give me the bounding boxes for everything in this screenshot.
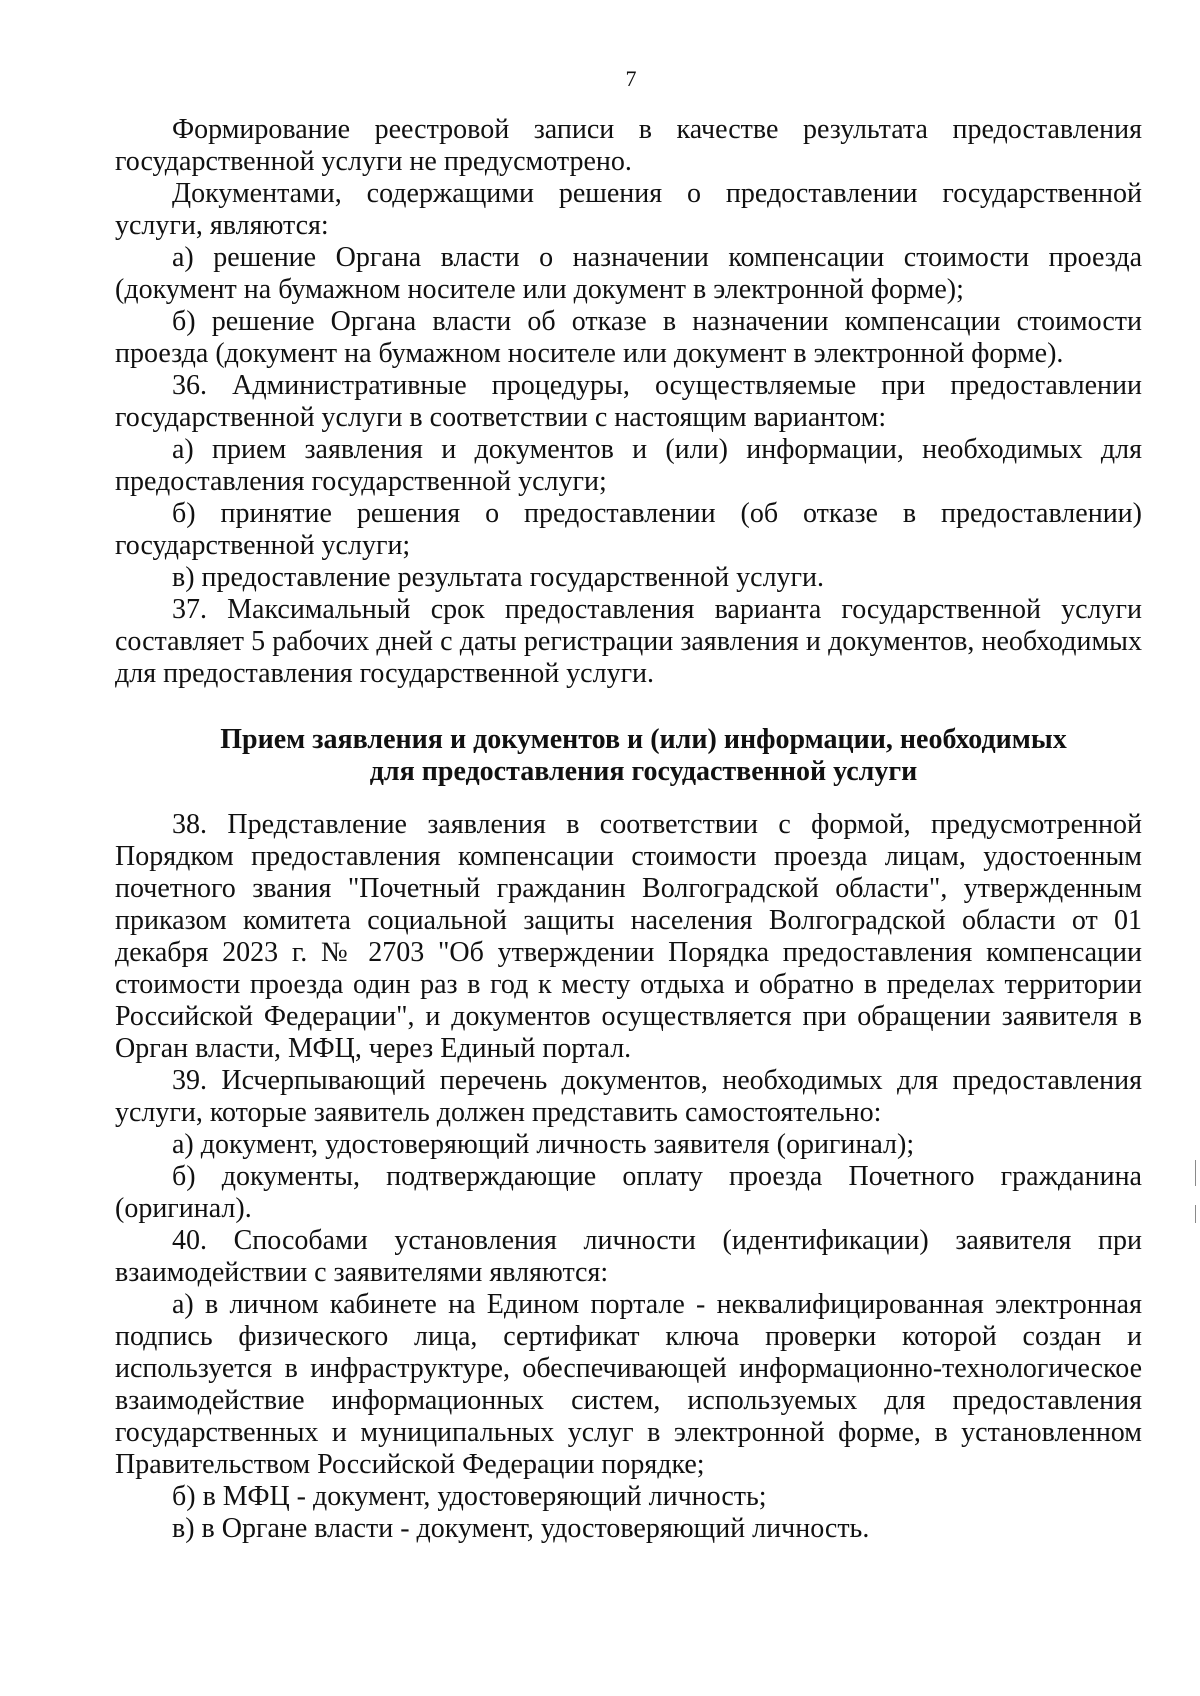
section-heading xyxy=(115,724,1142,788)
list-item-b-decision-making: б) принятие решения о предоставлении (об отказе в предоставлении) государственной услуги; xyxy=(115,498,1142,561)
paragraph-36-procedures: 36. Административные процедуры, осуществляемые при предоставлении государственной услуги в соответствии с настоящим вариантом: xyxy=(115,370,1142,433)
list-item-a-application-intake: а) прием заявления и документов и (или) информации, необходимых для предоставления государственной услуги; xyxy=(115,434,1142,497)
list-item-a-unified-portal: а) в личном кабинете на Едином портале - неквалифицированная электронная подпись физического лица, сертификат ключа проверки которой создан и используется в инфраструктуре, обеспечивающей информационно-технологическое взаимодействие информационных систем, используемых для предоставления государственных и муниципальных услуг в электронной форме, в установленном Правительством Российской Федерации порядке; xyxy=(115,1289,1142,1480)
list-item-b-travel-payment: б) документы, подтверждающие оплату проезда Почетного гражданина (оригинал). xyxy=(115,1161,1142,1224)
list-item-a-identity-document: а) документ, удостоверяющий личность заявителя (оригинал); xyxy=(172,1129,915,1160)
list-item-c-authority: в) в Органе власти - документ, удостоверяющий личность. xyxy=(172,1513,870,1544)
section-heading-line-1: Прием заявления и документов и (или) информации, необходимых xyxy=(220,724,1067,755)
scan-edge-mark xyxy=(1195,1205,1196,1223)
document-body xyxy=(115,114,1142,1545)
list-item-c-result-delivery: в) предоставление результата государственной услуги. xyxy=(172,562,825,593)
paragraph-38-application-form: 38. Представление заявления в соответствии с формой, предусмотренной Порядком предоставления компенсации стоимости проезда лицам, удостоенным почетного звания "Почетный гражданин Волгоградской области", утвержденным приказом комитета социальной защиты населения Волгоградской области от 01 декабря 2023 г. № 2703 "Об утверждении Порядка предоставления компенсации стоимости проезда один раз в год к месту отдыха и обратно в пределах территории Российской Федерации", и документов осуществляется при обращении заявителя в Орган власти, МФЦ, через Единый портал. xyxy=(115,809,1142,1064)
paragraph-37-max-term: 37. Максимальный срок предоставления варианта государственной услуги составляет 5 рабочих дней с даты регистрации заявления и документов, необходимых для предоставления государственной услуги. xyxy=(115,594,1142,689)
list-item-a-grant-decision: а) решение Органа власти о назначении компенсации стоимости проезда (документ на бумажном носителе или документ в электронной форме); xyxy=(115,242,1142,305)
paragraph-40-identification: 40. Способами установления личности (идентификации) заявителя при взаимодействии с заявителями являются: xyxy=(115,1225,1142,1288)
list-item-b-refusal-decision: б) решение Органа власти об отказе в назначении компенсации стоимости проезда (документ на бумажном носителе или документ в электронной форме). xyxy=(115,306,1142,369)
list-item-b-mfc: б) в МФЦ - документ, удостоверяющий личность; xyxy=(172,1481,767,1512)
section-heading-line-2: для предоставления госудаственной услуги xyxy=(369,756,918,787)
paragraph-registry-record: Формирование реестровой записи в качестве результата предоставления государственной услуги не предусмотрено. xyxy=(115,114,1142,177)
paragraph-decision-documents: Документами, содержащими решения о предоставлении государственной услуги, являются: xyxy=(115,178,1142,241)
scan-edge-mark xyxy=(1195,1160,1196,1186)
paragraph-39-document-list: 39. Исчерпывающий перечень документов, необходимых для предоставления услуги, которые заявитель должен представить самостоятельно: xyxy=(115,1065,1142,1128)
page-number: 7 xyxy=(625,66,637,91)
